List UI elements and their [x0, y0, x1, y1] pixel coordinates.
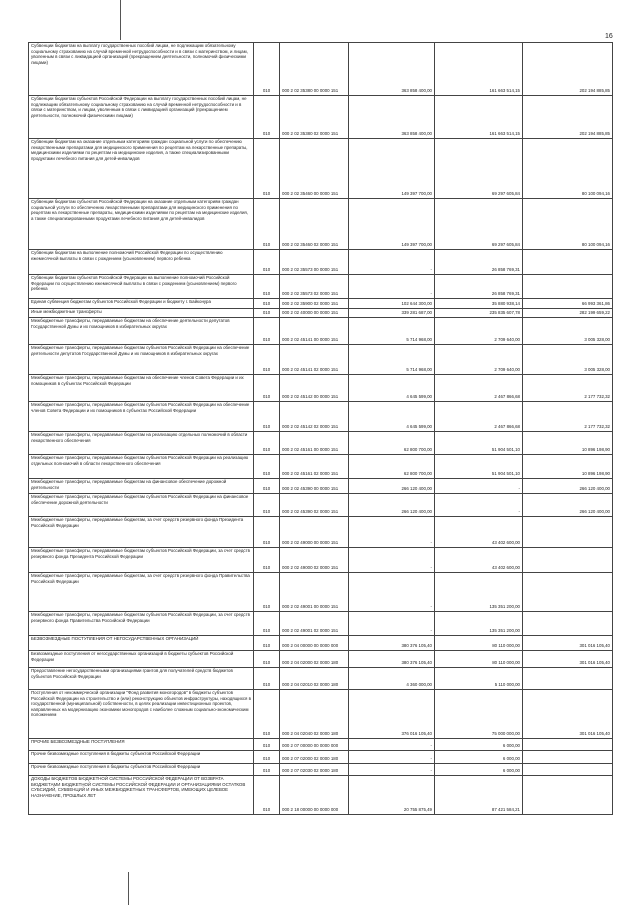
- row-code: 010: [254, 250, 280, 275]
- row-code: 010: [254, 318, 280, 345]
- row-code: 010: [254, 548, 280, 573]
- row-kbk-code: 000 2 02 35573 00 0000 151: [280, 250, 349, 275]
- row-plan-amount: 62 800 700,00: [349, 455, 435, 479]
- row-remaining-amount: 3 005 328,00: [523, 345, 613, 375]
- row-plan-amount: 5 714 968,00: [349, 345, 435, 375]
- row-code: 010: [254, 494, 280, 517]
- row-name: Поступления от некоммерческой организации "Фонд развития моногородов" в бюджеты субъектов Российской Федерации на строительство и (или) реконструкцию объектов инфраструктуры, находящихся в государственной (муниципальной) собственности, в целях реализации инвестиционных проектов, направленных на модернизацию экономики моногородов с наиболее сложным социально-экономическим положением: [29, 690, 254, 739]
- row-remaining-amount: 66 993 361,86: [523, 299, 613, 309]
- row-remaining-amount: 10 896 198,90: [523, 455, 613, 479]
- table-row: [29, 739, 613, 751]
- row-name: ДОХОДЫ БЮДЖЕТОВ БЮДЖЕТНОЙ СИСТЕМЫ РОССИЙСКОЙ ФЕДЕРАЦИИ ОТ ВОЗВРАТА БЮДЖЕТАМИ БЮДЖЕТНОЙ СИСТЕМЫ РОССИЙСКОЙ ФЕДЕРАЦИИ И ОРГАНИЗАЦИЯМИ ОСТАТКОВ СУБСИДИЙ, СУБВЕНЦИЙ И ИНЫХ МЕЖБЮДЖЕТНЫХ ТРАНСФЕРТОВ, ИМЕЮЩИХ ЦЕЛЕВОЕ НАЗНАЧЕНИЕ, ПРОШЛЫХ ЛЕТ: [29, 776, 254, 815]
- row-name: Межбюджетные трансферты, передаваемые бюджетам, за счет средств резервного фонда Президента Российской Федерации: [29, 517, 254, 548]
- row-kbk-code: 000 2 04 02040 02 0000 180: [280, 690, 349, 739]
- row-remaining-amount: [523, 612, 613, 636]
- row-remaining-amount: 266 120 400,00: [523, 494, 613, 517]
- row-executed-amount: 135 351 200,00: [435, 612, 523, 636]
- row-code: 010: [254, 43, 280, 96]
- row-name: Субвенции бюджетам на оказание отдельным категориям граждан социальной услуги по обеспечению лекарственными препаратами для медицинского применения по рецептам на лекарственные препараты, медицинскими изделиями по рецептам на медицинские изделия, а также специализированными продуктами лечебного питания для детей-инвалидов: [29, 139, 254, 199]
- row-name: Межбюджетные трансферты, передаваемые бюджетам, за счет средств резервного фонда Правительства Российской Федерации: [29, 573, 254, 612]
- row-executed-amount: 2 467 866,68: [435, 375, 523, 402]
- row-remaining-amount: 3 005 328,00: [523, 318, 613, 345]
- row-name: Прочие безвозмездные поступления в бюджеты субъектов Российской Федерации: [29, 764, 254, 776]
- row-kbk-code: 000 2 04 00000 00 0000 000: [280, 636, 349, 651]
- row-code: 010: [254, 751, 280, 764]
- row-kbk-code: 000 2 07 02000 02 0000 180: [280, 751, 349, 764]
- table-row: [29, 345, 613, 375]
- row-plan-amount: 149 397 700,00: [349, 139, 435, 199]
- row-kbk-code: 000 2 02 45141 00 0000 151: [280, 318, 349, 345]
- row-code: 010: [254, 651, 280, 668]
- scan-edge-line-bottom: [128, 872, 129, 905]
- row-kbk-code: 000 2 04 02000 02 0000 180: [280, 651, 349, 668]
- table-row: [29, 96, 613, 139]
- row-executed-amount: 51 904 501,10: [435, 455, 523, 479]
- row-code: 010: [254, 199, 280, 250]
- row-name: Межбюджетные трансферты, передаваемые бюджетам субъектов Российской Федерации на реализацию отдельных полномочий в области лекарственного обеспечения: [29, 455, 254, 479]
- row-code: 010: [254, 636, 280, 651]
- row-code: 010: [254, 275, 280, 299]
- row-code: 010: [254, 668, 280, 690]
- row-remaining-amount: 301 016 105,40: [523, 651, 613, 668]
- row-plan-amount: -: [349, 751, 435, 764]
- row-name: Субвенции бюджетам субъектов Российской Федерации на оказание отдельным категориям граждан социальной услуги по обеспечению лекарственными препаратами для медицинского применения по рецептам на лекарственные препараты, медицинскими изделиями по рецептам на медицинские изделия, а также специализированными продуктами лечебного питания для детей-инвалидов: [29, 199, 254, 250]
- row-code: 010: [254, 96, 280, 139]
- table-row: [29, 375, 613, 402]
- row-name: Субвенции бюджетам субъектов Российской Федерации на выплату государственных пособий лицам, не подлежащим обязательному социальному страхованию на случай временной нетрудоспособности и в связи с материнством, и лицам, уволенным в связи с ликвидацией организаций (прекращением деятельности, полномочий физическими лицами): [29, 96, 254, 139]
- row-kbk-code: 000 2 02 35900 02 0000 151: [280, 299, 349, 309]
- table-row: [29, 309, 613, 318]
- row-code: 010: [254, 690, 280, 739]
- table-row: [29, 764, 613, 776]
- row-executed-amount: 75 000 000,00: [435, 690, 523, 739]
- row-plan-amount: 4 645 599,00: [349, 375, 435, 402]
- row-name: БЕЗВОЗМЕЗДНЫЕ ПОСТУПЛЕНИЯ ОТ НЕГОСУДАРСТВЕННЫХ ОРГАНИЗАЦИЙ: [29, 636, 254, 651]
- row-name: Межбюджетные трансферты, передаваемые бюджетам на реализацию отдельных полномочий в области лекарственного обеспечения: [29, 432, 254, 455]
- row-plan-amount: -: [349, 612, 435, 636]
- row-kbk-code: 000 2 02 45142 00 0000 151: [280, 375, 349, 402]
- row-name: Межбюджетные трансферты, передаваемые бюджетам субъектов Российской Федерации, за счет средств резервного фонда Президента Российской Федерации: [29, 548, 254, 573]
- table-row: [29, 776, 613, 815]
- table-row: [29, 199, 613, 250]
- row-remaining-amount: 266 120 400,00: [523, 479, 613, 494]
- row-code: 010: [254, 375, 280, 402]
- row-kbk-code: 000 2 07 00000 00 0000 000: [280, 739, 349, 751]
- row-executed-amount: 6 000,00: [435, 764, 523, 776]
- row-code: 010: [254, 776, 280, 815]
- row-kbk-code: 000 2 02 49000 02 0000 151: [280, 548, 349, 573]
- row-remaining-amount: 80 100 094,16: [523, 139, 613, 199]
- row-kbk-code: 000 2 02 49000 00 0000 151: [280, 517, 349, 548]
- row-remaining-amount: [523, 275, 613, 299]
- row-executed-amount: 26 858 769,31: [435, 275, 523, 299]
- table-row: [29, 548, 613, 573]
- row-plan-amount: -: [349, 250, 435, 275]
- table-row: [29, 402, 613, 432]
- row-code: 010: [254, 573, 280, 612]
- table-row: [29, 250, 613, 275]
- row-remaining-amount: 80 100 094,16: [523, 199, 613, 250]
- row-remaining-amount: [523, 776, 613, 815]
- row-code: 010: [254, 455, 280, 479]
- row-remaining-amount: [523, 668, 613, 690]
- table-row: [29, 455, 613, 479]
- table-row: [29, 651, 613, 668]
- page-number: 16: [605, 33, 613, 40]
- row-plan-amount: 149 397 700,00: [349, 199, 435, 250]
- row-remaining-amount: [523, 517, 613, 548]
- row-plan-amount: 376 016 105,40: [349, 690, 435, 739]
- row-kbk-code: 000 2 04 02010 02 0000 180: [280, 668, 349, 690]
- scan-edge-line-top: [120, 0, 121, 40]
- row-executed-amount: 135 351 200,00: [435, 573, 523, 612]
- row-code: 010: [254, 764, 280, 776]
- row-kbk-code: 000 2 02 35460 02 0000 151: [280, 199, 349, 250]
- row-executed-amount: 161 663 514,15: [435, 96, 523, 139]
- row-name: Иные межбюджетные трансферты: [29, 309, 254, 318]
- table-row: [29, 318, 613, 345]
- row-remaining-amount: [523, 250, 613, 275]
- row-code: 010: [254, 612, 280, 636]
- income-report-table: [28, 42, 613, 815]
- row-remaining-amount: [523, 573, 613, 612]
- row-executed-amount: 69 297 605,84: [435, 199, 523, 250]
- row-kbk-code: 000 2 02 45141 02 0000 151: [280, 345, 349, 375]
- row-code: 010: [254, 299, 280, 309]
- row-kbk-code: 000 2 02 35380 00 0000 151: [280, 43, 349, 96]
- table-row: [29, 636, 613, 651]
- table-row: [29, 494, 613, 517]
- row-code: 010: [254, 402, 280, 432]
- row-remaining-amount: 10 896 198,90: [523, 432, 613, 455]
- row-executed-amount: 69 297 605,84: [435, 139, 523, 199]
- row-remaining-amount: 2 177 732,32: [523, 402, 613, 432]
- table-row: [29, 299, 613, 309]
- row-name: Межбюджетные трансферты, передаваемые бюджетам субъектов Российской Федерации на финансовое обеспечение дорожной деятельности: [29, 494, 254, 517]
- row-code: 010: [254, 139, 280, 199]
- row-plan-amount: 363 858 400,00: [349, 43, 435, 96]
- row-executed-amount: 5 110 000,00: [435, 668, 523, 690]
- row-name: Межбюджетные трансферты, передаваемые бюджетам субъектов Российской Федерации на обеспечение членов Совета Федерации и их помощников в субъектах Российской Федерации: [29, 402, 254, 432]
- row-executed-amount: 43 402 600,00: [435, 517, 523, 548]
- row-kbk-code: 000 2 02 45161 00 0000 151: [280, 432, 349, 455]
- row-kbk-code: 000 2 07 02030 02 0000 180: [280, 764, 349, 776]
- row-executed-amount: 51 904 501,10: [435, 432, 523, 455]
- row-executed-amount: 2 467 866,68: [435, 402, 523, 432]
- row-plan-amount: 266 120 400,00: [349, 479, 435, 494]
- row-remaining-amount: 301 016 105,40: [523, 690, 613, 739]
- table-row: [29, 612, 613, 636]
- row-remaining-amount: 2 177 732,32: [523, 375, 613, 402]
- row-name: Единая субвенция бюджетам субъектов Российской Федерации и бюджету г. Байконура: [29, 299, 254, 309]
- row-plan-amount: 62 800 700,00: [349, 432, 435, 455]
- row-executed-amount: 6 000,00: [435, 739, 523, 751]
- row-code: 010: [254, 309, 280, 318]
- row-plan-amount: -: [349, 739, 435, 751]
- row-kbk-code: 000 2 18 00000 00 0000 000: [280, 776, 349, 815]
- row-name: Предоставление негосударственными организациями грантов для получателей средств бюджетов субъектов Российской Федерации: [29, 668, 254, 690]
- table-row: [29, 668, 613, 690]
- row-remaining-amount: 282 199 659,22: [523, 309, 613, 318]
- row-executed-amount: 87 421 584,21: [435, 776, 523, 815]
- row-name: Межбюджетные трансферты, передаваемые бюджетам на обеспечение деятельности депутатов Государственной Думы и их помощников в избирательных округах: [29, 318, 254, 345]
- row-plan-amount: 380 376 105,40: [349, 651, 435, 668]
- row-code: 010: [254, 739, 280, 751]
- row-name: Межбюджетные трансферты, передаваемые бюджетам субъектов Российской Федерации, за счет средств резервного фонда Правительства Российской Федерации: [29, 612, 254, 636]
- row-plan-amount: 102 644 300,00: [349, 299, 435, 309]
- row-plan-amount: -: [349, 275, 435, 299]
- row-plan-amount: 4 645 599,00: [349, 402, 435, 432]
- row-executed-amount: -: [435, 479, 523, 494]
- row-name: Субвенции бюджетам на выплату государственных пособий лицам, не подлежащим обязательному социальному страхованию на случай временной нетрудоспособности и в связи с материнством, и лицам, уволенным в связи с ликвидацией организаций (прекращением деятельности, полномочий физическими лицами): [29, 43, 254, 96]
- row-name: Безвозмездные поступления от негосударственных организаций в бюджеты субъектов Российской Федерации: [29, 651, 254, 668]
- row-name: Прочие безвозмездные поступления в бюджеты субъектов Российской Федерации: [29, 751, 254, 764]
- row-remaining-amount: 202 194 885,85: [523, 96, 613, 139]
- table-row: [29, 139, 613, 199]
- row-kbk-code: 000 2 02 35573 02 0000 151: [280, 275, 349, 299]
- row-plan-amount: -: [349, 517, 435, 548]
- row-kbk-code: 000 2 02 45161 02 0000 151: [280, 455, 349, 479]
- row-executed-amount: 80 110 000,00: [435, 651, 523, 668]
- row-executed-amount: 43 402 600,00: [435, 548, 523, 573]
- row-remaining-amount: [523, 739, 613, 751]
- row-executed-amount: 235 835 607,78: [435, 309, 523, 318]
- row-plan-amount: 380 376 105,40: [349, 636, 435, 651]
- row-plan-amount: 266 120 400,00: [349, 494, 435, 517]
- row-executed-amount: 2 709 640,00: [435, 345, 523, 375]
- row-code: 010: [254, 432, 280, 455]
- row-executed-amount: 6 000,00: [435, 751, 523, 764]
- row-remaining-amount: 202 194 885,85: [523, 43, 613, 96]
- row-remaining-amount: [523, 751, 613, 764]
- row-executed-amount: 161 663 514,15: [435, 43, 523, 96]
- row-plan-amount: 339 281 687,00: [349, 309, 435, 318]
- table-row: [29, 573, 613, 612]
- row-plan-amount: 20 755 875,49: [349, 776, 435, 815]
- table-row: [29, 432, 613, 455]
- row-code: 010: [254, 345, 280, 375]
- row-kbk-code: 000 2 02 35460 00 0000 151: [280, 139, 349, 199]
- table-row: [29, 751, 613, 764]
- row-name: Субвенции бюджетам субъектов Российской Федерации на выполнение полномочий Российской Федерации по осуществлению ежемесячной выплаты в связи с рождением (усыновлением) первого ребенка: [29, 275, 254, 299]
- row-name: Субвенции бюджетам на выполнение полномочий Российской Федерации по осуществлению ежемесячной выплаты в связи с рождением (усыновлением) первого ребенка: [29, 250, 254, 275]
- table-row: [29, 275, 613, 299]
- table-row: [29, 479, 613, 494]
- row-plan-amount: 5 714 968,00: [349, 318, 435, 345]
- row-kbk-code: 000 2 02 49001 02 0000 151: [280, 612, 349, 636]
- row-executed-amount: 26 858 769,31: [435, 250, 523, 275]
- row-kbk-code: 000 2 02 35380 02 0000 151: [280, 96, 349, 139]
- table-row: [29, 690, 613, 739]
- row-name: Межбюджетные трансферты, передаваемые бюджетам субъектов Российской Федерации на обеспечение деятельности депутатов Государственной Думы и их помощников в избирательных округах: [29, 345, 254, 375]
- row-plan-amount: 4 360 000,00: [349, 668, 435, 690]
- row-name: Межбюджетные трансферты, передаваемые бюджетам на обеспечение членов Совета Федерации и их помощников в субъектах Российской Федерации: [29, 375, 254, 402]
- row-kbk-code: 000 2 02 45390 02 0000 151: [280, 494, 349, 517]
- row-plan-amount: 363 858 400,00: [349, 96, 435, 139]
- row-kbk-code: 000 2 02 45390 00 0000 151: [280, 479, 349, 494]
- row-executed-amount: -: [435, 494, 523, 517]
- row-plan-amount: -: [349, 573, 435, 612]
- row-kbk-code: 000 2 02 45142 02 0000 151: [280, 402, 349, 432]
- row-remaining-amount: 301 016 105,40: [523, 636, 613, 651]
- row-executed-amount: 35 880 938,14: [435, 299, 523, 309]
- row-kbk-code: 000 2 02 49001 00 0000 151: [280, 573, 349, 612]
- row-name: Межбюджетные трансферты, передаваемые бюджетам на финансовое обеспечение дорожной деятельности: [29, 479, 254, 494]
- row-code: 010: [254, 479, 280, 494]
- row-name: ПРОЧИЕ БЕЗВОЗМЕЗДНЫЕ ПОСТУПЛЕНИЯ: [29, 739, 254, 751]
- row-remaining-amount: [523, 548, 613, 573]
- row-executed-amount: 80 110 000,00: [435, 636, 523, 651]
- row-plan-amount: -: [349, 548, 435, 573]
- row-remaining-amount: [523, 764, 613, 776]
- row-plan-amount: -: [349, 764, 435, 776]
- table-row: [29, 517, 613, 548]
- table-row: [29, 43, 613, 96]
- row-kbk-code: 000 2 02 40000 00 0000 151: [280, 309, 349, 318]
- row-code: 010: [254, 517, 280, 548]
- row-executed-amount: 2 709 640,00: [435, 318, 523, 345]
